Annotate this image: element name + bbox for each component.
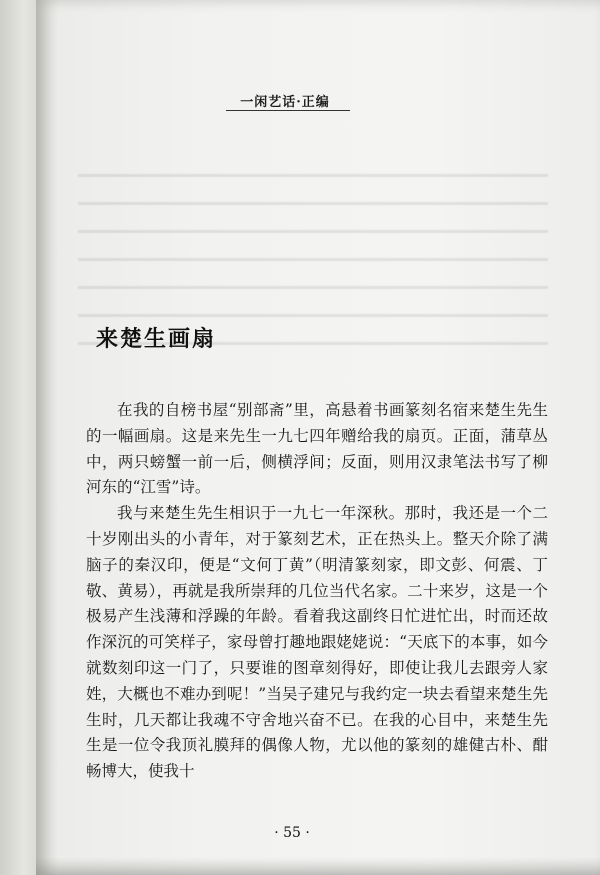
page-number: · 55 ·	[274, 825, 310, 841]
running-header: 一闲艺话·正编	[240, 95, 330, 110]
paragraph: 我与来楚生先生相识于一九七一年深秋。那时，我还是一个二十岁刚出头的小青年，对于篆刻艺术，正在热头上。整天介除了满脑子的秦汉印，便是“文何丁黄”（明清篆刻家，即文彭、何震、丁敬、黄易），再就是我所崇拜的几位当代名家。二十来岁，这是一个极易产生浅薄和浮躁的年龄。看着我这副终日忙进忙出，时而还故作深沉的可笑样子，家母曾打趣地跟姥姥说：“天底下的本事，如今就数刻印这一门了，只要谁的图章刻得好，即使让我儿去跟旁人家姓，大概也不难办到呢！”当吴子建兄与我约定一块去看望来楚生先生时，几天都让我魂不守舍地兴奋不已。在我的心目中，来楚生先生是一位令我顶礼膜拜的偶像人物，尤以他的篆刻的雄健古朴、酣畅博大，使我十	[86, 504, 548, 781]
article-title: 来楚生画扇	[96, 326, 217, 352]
page-bottom-shadow	[36, 857, 600, 875]
left-page-edge	[0, 0, 41, 875]
article-body	[86, 398, 548, 785]
paragraph: 在我的自榜书屋“别部斋”里，高悬着书画篆刻名宿来楚生先生的一幅画扇。这是来先生一九七四年赠给我的扇页。正面，蒲草丛中，两只螃蟹一前一后，侧横浮间；反面，则用汉隶笔法书写了柳河东的“江雪”诗。	[86, 401, 548, 497]
header-rule	[226, 110, 350, 111]
